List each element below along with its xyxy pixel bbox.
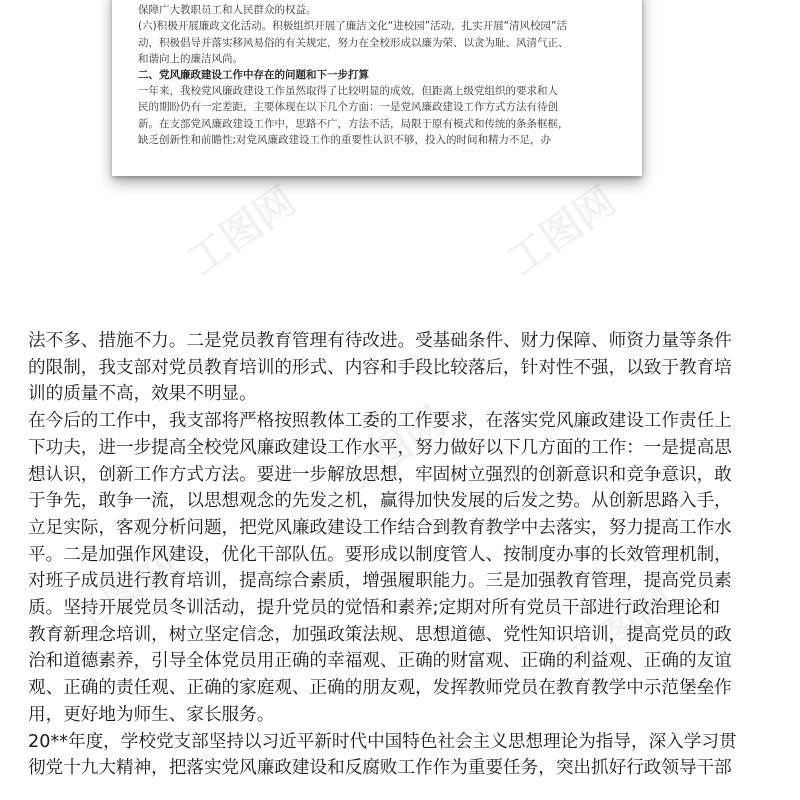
paper-line: 保障广大教职员工和人民群众的权益。: [138, 4, 317, 17]
watermark-logo: 工图网: [329, 398, 455, 505]
body-line: 对班子成员进行教育培训，提高综合素质，增强履职能力。三是加强教育管理，提高党员素: [28, 571, 732, 592]
document-body-text: [28, 328, 780, 782]
document-preview-area: [0, 0, 800, 330]
document-paper-preview: [112, 0, 642, 176]
paper-line: 一年来，我校党风廉政建设工作虽然取得了比较明显的成效，但距离上级党组织的要求和人: [138, 85, 558, 98]
body-line: 于争先，敢争一流，以思想观念的先发之机，赢得加快发展的后发之势。从创新思路入手，: [28, 491, 732, 512]
paper-line: 缺乏创新性和前瞻性;对党风廉政建设工作的重要性认识不够，投入的时间和精力不足，办: [138, 133, 552, 146]
watermark-logo: 工图网: [559, 578, 685, 685]
watermark-logo: 工图网: [179, 178, 305, 285]
body-line: 的限制，我支部对党员教育培训的形式、内容和手段比较落后，针对性不强，以致于教育培: [28, 357, 732, 378]
body-line: 观、正确的责任观、正确的家庭观、正确的朋友观，发挥教师党员在教育教学中示范堡垒作: [28, 678, 732, 699]
paper-text-block: [138, 0, 624, 148]
body-line: 20**年度，学校党支部坚持以习近平新时代中国特色社会主义思想理论为指导，深入学习贯: [28, 731, 737, 752]
body-line: 彻党十九大精神，把落实党风廉政建设和反腐败工作作为重要任务，突出抓好行政领导干部: [28, 758, 732, 779]
paper-section-heading: 二、党风廉政建设工作中存在的问题和下一步打算: [138, 69, 369, 82]
body-line: 下功夫，进一步提高全校党风廉政建设工作水平，努力做好以下几方面的工作：一是提高思: [28, 437, 732, 458]
body-line: 平。二是加强作风建设，优化干部队伍。要形成以制度管人、按制度办事的长效管理机制，: [28, 544, 732, 565]
paper-line: 和谐向上的廉洁风尚。: [138, 52, 243, 65]
watermark-logo: 工图网: [499, 178, 625, 285]
body-line: 用，更好地为师生、家长服务。: [28, 704, 275, 725]
paper-line: (六)积极开展廉政文化活动。积极组织开展了廉洁文化“进校园”活动，扎实开展“清风校园”活: [138, 20, 567, 33]
body-line: 立足实际，客观分析问题，把党风廉政建设工作结合到教育教学中去落实，努力提高工作水: [28, 517, 732, 538]
body-line: 质。坚持开展党员冬训活动，提升党员的觉悟和素养;定期对所有党员干部进行政治理论和: [28, 598, 721, 619]
body-line: 在今后的工作中，我支部将严格按照教体工委的工作要求，在落实党风廉政建设工作责任上: [28, 411, 732, 432]
paper-line: 民的期盼仍有一定差距，主要体现在以下几个方面：一是党风廉政建设工作方式方法有待创: [138, 101, 558, 114]
paper-line: 动，积极倡导并落实移风易俗的有关规定，努力在全校形成以廉为荣、以贪为耻、风清气正、: [138, 36, 569, 49]
body-line: 法不多、措施不力。二是党员教育管理有待改进。受基础条件、财力保障、师资力量等条件: [28, 331, 732, 351]
watermark-logo: 工图网: [59, 538, 185, 645]
paper-line: 新。在支部党风廉政建设工作中，思路不广，方法不活，局限于原有模式和传统的条条框框，: [138, 117, 569, 130]
body-line: 治和道德素养，引导全体党员用正确的幸福观、正确的财富观、正确的利益观、正确的友谊: [28, 651, 732, 672]
body-line: 训的质量不高，效果不明显。: [28, 384, 257, 405]
body-line: 想认识，创新工作方式方法。要进一步解放思想，牢固树立强烈的创新意识和竞争意识，敢: [28, 464, 732, 485]
body-line: 教育新理念培训，树立坚定信念，加强政策法规、思想道德、党性知识培训，提高党员的政: [28, 624, 732, 645]
